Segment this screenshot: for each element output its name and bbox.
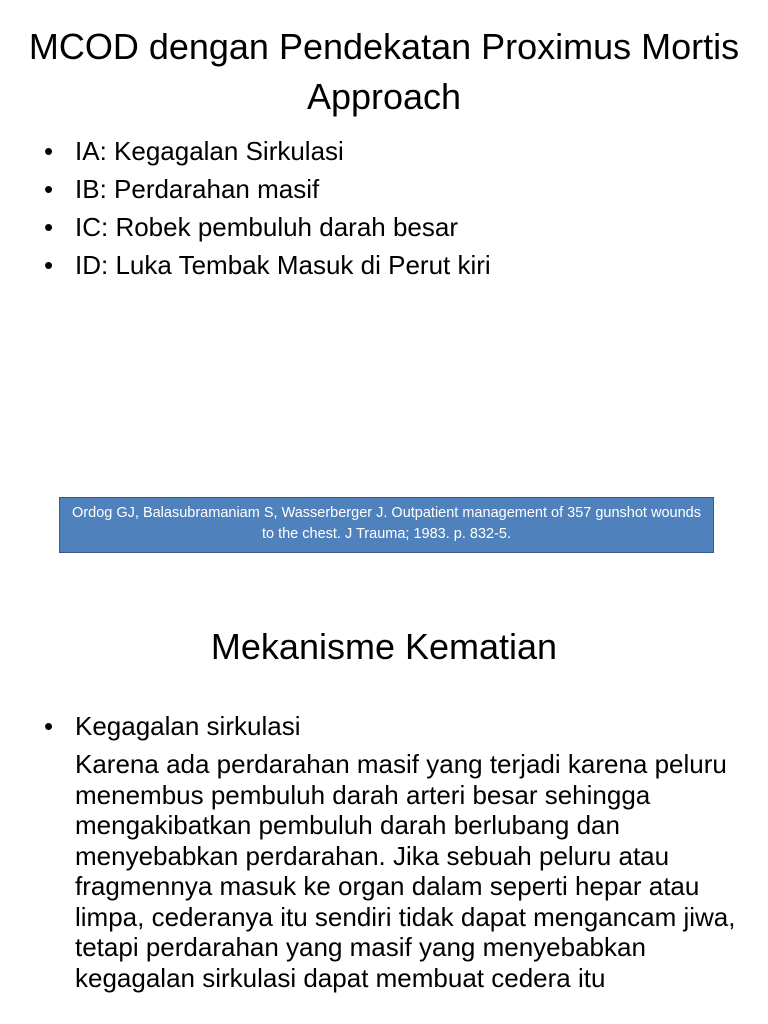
slide1-bullet-list: [44, 132, 734, 284]
bullet-text: IA: Kegagalan Sirkulasi: [75, 136, 344, 166]
bullet-icon: •: [44, 174, 54, 204]
citation-box: Ordog GJ, Balasubramaniam S, Wasserberger J. Outpatient management of 357 gunshot wounds to the chest. J Trauma; 1983. p. 832-5.: [59, 497, 714, 553]
bullet-text: Kegagalan sirkulasi: [75, 711, 301, 741]
bullet-icon: •: [44, 250, 54, 280]
list-item: [44, 246, 734, 284]
bullet-icon: •: [44, 136, 54, 166]
slide2-title: Mekanisme Kematian: [210, 626, 558, 667]
list-item: [44, 707, 734, 745]
bullet-text: ID: Luka Tembak Masuk di Perut kiri: [75, 250, 491, 280]
bullet-text: IB: Perdarahan masif: [75, 174, 320, 204]
list-item: [44, 170, 734, 208]
list-item: [44, 208, 734, 246]
bullet-icon: •: [44, 212, 54, 242]
bullet-text: IC: Robek pembuluh darah besar: [75, 212, 459, 242]
list-item: [44, 132, 734, 170]
body-paragraph: Karena ada perdarahan masif yang terjadi karena peluru menembus pembuluh darah arteri besar sehingga mengakibatkan pembuluh darah berlubang dan menyebabkan perdarahan. Jika sebuah peluru atau fragmennya masuk ke organ dalam seperti hepar atau limpa, cederanya itu sendiri tidak dapat mengancam jiwa, tetapi perdarahan yang masif yang menyebabkan kegagalan sirkulasi dapat membuat cedera itu: [75, 749, 736, 993]
slide1-title: MCOD dengan Pendekatan Proximus Mortis Approach: [28, 26, 740, 117]
slide2-bullet-list: [44, 707, 734, 745]
bullet-icon: •: [44, 711, 54, 741]
